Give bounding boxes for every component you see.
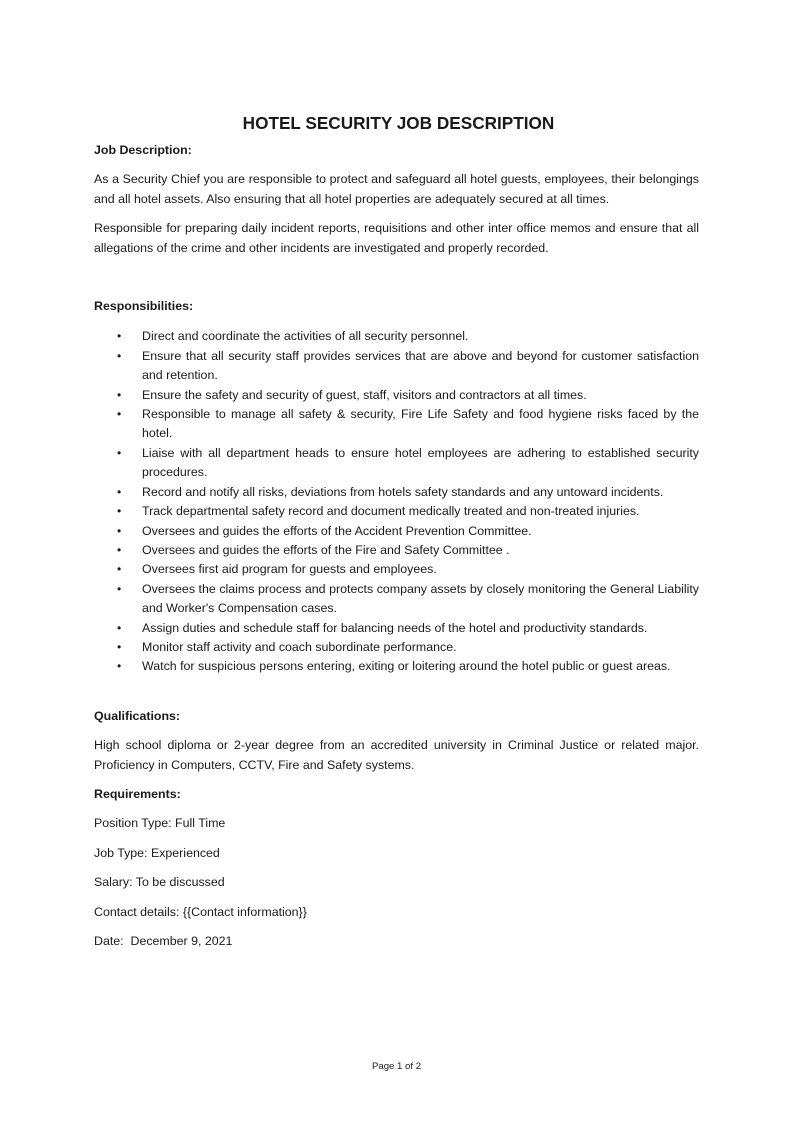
list-item xyxy=(94,327,699,346)
bullet-icon: • xyxy=(117,387,122,402)
responsibilities-list xyxy=(94,327,699,676)
responsibility-text: Direct and coordinate the activities of all security personnel. xyxy=(142,329,469,344)
job-description-heading: Job Description: xyxy=(94,143,192,157)
page-number: Page 1 of 2 xyxy=(371,1061,422,1072)
bullet-icon: • xyxy=(117,504,122,519)
responsibility-text: Ensure that all security staff provides services that are above and beyond for customer satisfaction and retention. xyxy=(142,348,699,383)
list-item xyxy=(94,444,699,483)
list-item xyxy=(94,483,699,502)
bullet-icon: • xyxy=(117,407,122,422)
qualifications-text: High school diploma or 2-year degree from an accredited university in Criminal Justice or related major. Proficiency in Computers, CCTV, Fire and Safety systems. xyxy=(94,738,699,772)
job-type: Job Type: Experienced xyxy=(94,845,220,860)
list-item xyxy=(94,657,699,676)
job-description-paragraph-1: As a Security Chief you are responsible to protect and safeguard all hotel guests, employees, their belongings and all hotel assets. Also ensuring that all hotel properties are adequately secured at all times. xyxy=(94,172,699,206)
salary: Salary: To be discussed xyxy=(94,875,225,890)
responsibility-text: Ensure the safety and security of guest, staff, visitors and contractors at all times. xyxy=(142,387,587,402)
bullet-icon: • xyxy=(117,445,122,460)
qualifications-heading: Qualifications: xyxy=(94,708,181,723)
bullet-icon: • xyxy=(117,562,122,577)
responsibility-text: Assign duties and schedule staff for balancing needs of the hotel and productivity standards. xyxy=(142,620,648,635)
document-page xyxy=(94,112,699,951)
list-item xyxy=(94,522,699,541)
bullet-icon: • xyxy=(117,348,122,363)
requirements-heading: Requirements: xyxy=(94,786,181,801)
responsibility-text: Watch for suspicious persons entering, exiting or loitering around the hotel public or guest areas. xyxy=(142,659,671,674)
responsibility-text: Track departmental safety record and document medically treated and non-treated injuries. xyxy=(142,504,640,519)
responsibility-text: Oversees and guides the efforts of the Accident Prevention Committee. xyxy=(142,523,532,538)
responsibility-text: Liaise with all department heads to ensure hotel employees are adhering to established security procedures. xyxy=(142,445,699,480)
bullet-icon: • xyxy=(117,639,122,654)
job-description-paragraph-2: Responsible for preparing daily incident reports, requisitions and other inter office memos and ensure that all allegations of the crime and other incidents are investigated and properly recorded. xyxy=(94,221,699,255)
list-item xyxy=(94,386,699,405)
list-item xyxy=(94,405,699,444)
responsibility-text: Oversees first aid program for guests and employees. xyxy=(142,562,437,577)
list-item xyxy=(94,347,699,386)
list-item xyxy=(94,638,699,657)
position-type: Position Type: Full Time xyxy=(94,816,226,831)
bullet-icon: • xyxy=(117,523,122,538)
responsibility-text: Responsible to manage all safety & security, Fire Life Safety and food hygiene risks faced by the hotel. xyxy=(142,407,699,441)
bullet-icon: • xyxy=(117,659,122,674)
bullet-icon: • xyxy=(117,329,122,344)
bullet-icon: • xyxy=(117,581,122,596)
list-item xyxy=(94,560,699,579)
list-item xyxy=(94,502,699,521)
document-title: HOTEL SECURITY JOB DESCRIPTION xyxy=(242,113,555,133)
responsibility-text: Monitor staff activity and coach subordinate performance. xyxy=(142,639,457,654)
contact-details: Contact details: {{Contact information}} xyxy=(94,904,307,919)
responsibility-text: Record and notify all risks, deviations from hotels safety standards and any untoward incidents. xyxy=(142,484,664,499)
responsibility-text: Oversees the claims process and protects company assets by closely monitoring the General Liability and Worker's Compensation cases. xyxy=(142,581,699,616)
list-item xyxy=(94,541,699,560)
bullet-icon: • xyxy=(117,620,122,635)
responsibility-text: Oversees and guides the efforts of the Fire and Safety Committee . xyxy=(142,542,510,557)
document-date: Date: December 9, 2021 xyxy=(94,934,233,948)
bullet-icon: • xyxy=(117,484,122,499)
responsibilities-heading: Responsibilities: xyxy=(94,299,194,314)
list-item xyxy=(94,580,699,619)
bullet-icon: • xyxy=(117,542,122,557)
list-item xyxy=(94,619,699,638)
